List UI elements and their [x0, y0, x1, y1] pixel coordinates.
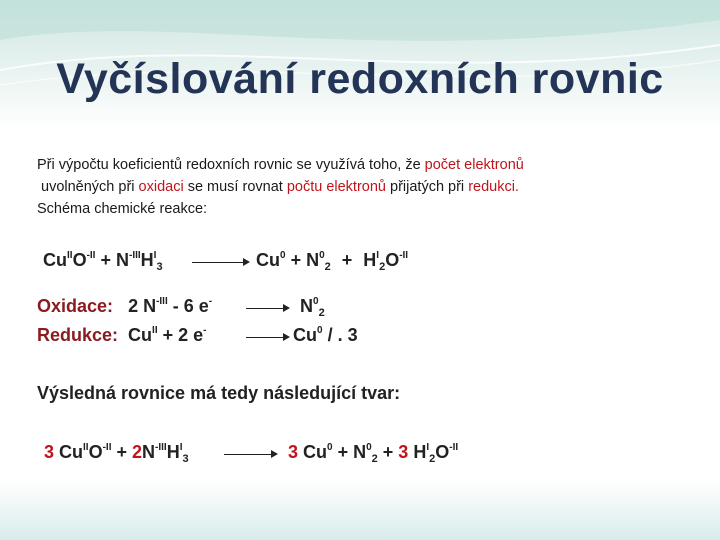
- schema-label: Schéma chemické reakce:: [37, 201, 208, 217]
- oxidation-state: II: [67, 250, 73, 261]
- formula-symbol: N: [300, 296, 313, 316]
- subscript: 2: [324, 261, 331, 273]
- oxidation-arrow: [246, 308, 288, 309]
- reduction-arrow: [246, 337, 288, 338]
- formula-symbol: Cu: [298, 442, 328, 462]
- reduction-half-reaction: [37, 325, 207, 346]
- plus-sign: +: [377, 442, 399, 462]
- reduction-product: [293, 325, 358, 346]
- oxidation-state: 0: [280, 250, 286, 261]
- formula-symbol: N: [353, 442, 367, 462]
- subscript: 2: [371, 453, 378, 465]
- oxidation-state: II: [152, 325, 158, 336]
- formula-symbol: O: [72, 250, 87, 270]
- formula-symbol: O: [385, 250, 400, 270]
- formula-symbol: H: [166, 442, 180, 462]
- subscript: 2: [379, 261, 386, 273]
- oxidation-state: 0: [366, 442, 372, 453]
- charge: -: [208, 296, 213, 307]
- reaction-arrow: [192, 262, 248, 263]
- intro-paragraph: [37, 154, 687, 220]
- formula-symbol: Cu: [54, 442, 84, 462]
- oxidation-state: 0: [313, 296, 319, 307]
- scheme-reactants: [43, 250, 163, 271]
- electrons: + 2 e: [157, 325, 204, 345]
- oxidation-state: -III: [155, 442, 167, 453]
- intro-text: přijatých při: [385, 179, 469, 195]
- formula-symbol: O: [435, 442, 450, 462]
- formula-symbol: Cu: [256, 250, 280, 270]
- oxidation-state: I: [426, 442, 430, 453]
- oxidation-state: I: [179, 442, 183, 453]
- oxidation-state: -II: [86, 250, 96, 261]
- oxidation-state: 0: [327, 442, 333, 453]
- footer-background: [0, 480, 720, 540]
- plus-sign: +: [336, 250, 358, 270]
- oxidation-product: [300, 296, 325, 317]
- formula-symbol: Cu: [293, 325, 317, 345]
- subscript: 2: [318, 307, 325, 319]
- intro-highlight: redukci.: [468, 179, 519, 195]
- oxidation-state: 0: [317, 325, 323, 336]
- formula-symbol: H: [408, 442, 427, 462]
- oxidation-state: -III: [128, 250, 141, 261]
- final-products: [288, 442, 458, 463]
- oxidation-label: Oxidace:: [37, 296, 114, 316]
- final-arrow: [224, 454, 276, 455]
- formula-symbol: N: [142, 442, 156, 462]
- formula-symbol: O: [88, 442, 103, 462]
- multiplier: / . 3: [322, 325, 358, 345]
- intro-text: Při výpočtu koeficientů redoxních rovnic se využívá toho, že: [37, 157, 425, 173]
- page-title: Vyčíslování redoxních rovnic: [56, 55, 664, 103]
- formula-symbol: Cu: [128, 325, 153, 345]
- charge: -: [203, 325, 207, 336]
- formula-symbol: 2 N: [128, 296, 157, 316]
- plus-sign: +: [95, 250, 116, 270]
- formula-symbol: Cu: [43, 250, 67, 270]
- formula-symbol: H: [140, 250, 154, 270]
- intro-highlight: oxidaci: [138, 179, 184, 195]
- electrons: - 6 e: [167, 296, 209, 316]
- formula-symbol: N: [115, 250, 129, 270]
- oxidation-state: -II: [102, 442, 112, 453]
- oxidation-state: -III: [156, 296, 168, 307]
- reduction-label: Redukce:: [37, 325, 119, 345]
- coefficient: 3: [398, 442, 409, 462]
- plus-sign: +: [285, 250, 307, 270]
- oxidation-state: I: [153, 250, 157, 261]
- subscript: 2: [429, 453, 436, 465]
- final-reactants: [44, 442, 189, 463]
- intro-highlight: počtu elektronů: [286, 179, 386, 195]
- coefficient: 3: [288, 442, 299, 462]
- plus-sign: +: [332, 442, 354, 462]
- scheme-products: [256, 250, 408, 271]
- subscript: 3: [182, 453, 189, 465]
- oxidation-state: -II: [399, 250, 409, 261]
- intro-text: uvolněných při: [41, 179, 139, 195]
- intro-text: se musí rovnat: [183, 179, 287, 195]
- oxidation-state: II: [83, 442, 89, 453]
- subscript: 3: [156, 261, 163, 273]
- intro-highlight: počet elektronů: [424, 157, 524, 173]
- coefficient: 3: [44, 442, 55, 462]
- oxidation-state: 0: [319, 250, 325, 261]
- oxidation-state: -II: [449, 442, 459, 453]
- coefficient: 2: [132, 442, 143, 462]
- result-heading: Výsledná rovnice má tedy následující tvar:: [37, 383, 401, 403]
- plus-sign: +: [111, 442, 132, 462]
- formula-symbol: H: [363, 250, 377, 270]
- oxidation-state: I: [376, 250, 380, 261]
- formula-symbol: N: [306, 250, 320, 270]
- oxidation-half-reaction: [37, 296, 212, 317]
